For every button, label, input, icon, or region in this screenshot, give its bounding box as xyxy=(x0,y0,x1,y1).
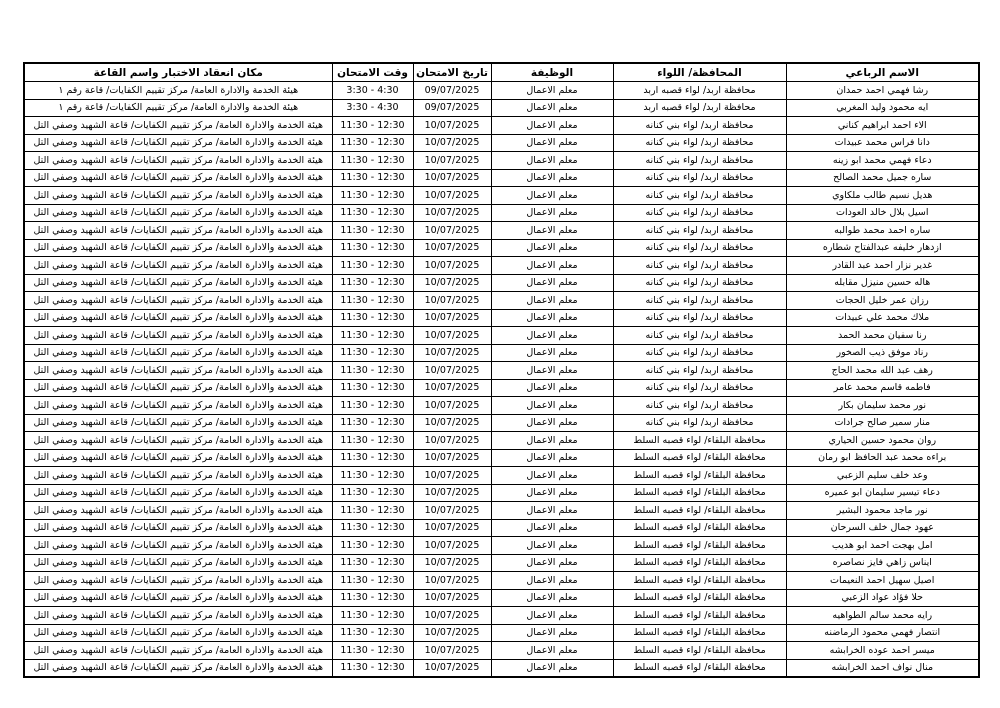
table-row xyxy=(24,414,979,432)
cell-governorate-district: محافظة البلقاء/ لواء قصبه السلط xyxy=(613,607,786,625)
cell-exam-date: 10/07/2025 xyxy=(413,309,491,327)
cell-exam-time: 11:30 - 12:30 xyxy=(332,187,413,205)
cell-exam-date: 10/07/2025 xyxy=(413,572,491,590)
cell-position: معلم الاعمال xyxy=(491,257,613,275)
cell-exam-date: 10/07/2025 xyxy=(413,537,491,555)
cell-full-name: روان محمود حسين الحياري xyxy=(786,432,979,450)
cell-exam-time: 3:30 - 4:30 xyxy=(332,82,413,100)
cell-exam-time: 11:30 - 12:30 xyxy=(332,327,413,345)
cell-exam-date: 10/07/2025 xyxy=(413,484,491,502)
cell-governorate-district: محافظة البلقاء/ لواء قصبه السلط xyxy=(613,432,786,450)
cell-exam-location: هيئة الخدمة والادارة العامة/ مركز تقييم الكفايات/ قاعة الشهيد وصفي التل xyxy=(24,274,332,292)
cell-full-name: ايه محمود وليد المغربي xyxy=(786,99,979,117)
cell-exam-location: هيئة الخدمة والادارة العامة/ مركز تقييم الكفايات/ قاعة الشهيد وصفي التل xyxy=(24,449,332,467)
header-governorate-district: المحافظة/ اللواء xyxy=(613,63,786,82)
cell-exam-time: 11:30 - 12:30 xyxy=(332,239,413,257)
exam-schedule-table xyxy=(23,62,980,678)
cell-full-name: امل بهجت احمد ابو هديب xyxy=(786,537,979,555)
cell-full-name: نور ماجد محمود البشير xyxy=(786,502,979,520)
header-full-name: الاسم الرباعي xyxy=(786,63,979,82)
header-exam-time: وقت الامتحان xyxy=(332,63,413,82)
cell-position: معلم الاعمال xyxy=(491,134,613,152)
table-row xyxy=(24,344,979,362)
cell-exam-location: هيئة الخدمة والادارة العامة/ مركز تقييم الكفايات/ قاعة الشهيد وصفي التل xyxy=(24,484,332,502)
cell-full-name: حلا فؤاد عواد الزعبي xyxy=(786,589,979,607)
cell-exam-time: 11:30 - 12:30 xyxy=(332,257,413,275)
cell-full-name: غدير نزار احمد عبد القادر xyxy=(786,257,979,275)
table-row xyxy=(24,449,979,467)
table-row xyxy=(24,362,979,380)
cell-full-name: رزان عمر خليل الحجات xyxy=(786,292,979,310)
table-row xyxy=(24,274,979,292)
cell-governorate-district: محافظة اربد/ لواء بني كنانه xyxy=(613,327,786,345)
cell-position: معلم الاعمال xyxy=(491,309,613,327)
cell-exam-location: هيئة الخدمة والادارة العامة/ مركز تقييم الكفايات/ قاعة الشهيد وصفي التل xyxy=(24,292,332,310)
cell-full-name: رايه محمد سالم الطواهيه xyxy=(786,607,979,625)
cell-position: معلم الاعمال xyxy=(491,99,613,117)
cell-governorate-district: محافظة البلقاء/ لواء قصبه السلط xyxy=(613,589,786,607)
cell-full-name: منال نواف احمد الخرابشه xyxy=(786,659,979,677)
cell-exam-location: هيئة الخدمة والادارة العامة/ مركز تقييم الكفايات/ قاعة الشهيد وصفي التل xyxy=(24,204,332,222)
cell-exam-date: 10/07/2025 xyxy=(413,642,491,660)
cell-full-name: الاء احمد ابراهيم كناني xyxy=(786,117,979,135)
cell-exam-date: 10/07/2025 xyxy=(413,134,491,152)
table-row xyxy=(24,327,979,345)
table-row xyxy=(24,257,979,275)
cell-governorate-district: محافظة اربد/ لواء بني كنانه xyxy=(613,344,786,362)
header-exam-location: مكان انعقاد الاختبار واسم القاعة xyxy=(24,63,332,82)
cell-position: معلم الاعمال xyxy=(491,204,613,222)
cell-full-name: هديل نسيم طالب ملكاوي xyxy=(786,187,979,205)
cell-exam-time: 11:30 - 12:30 xyxy=(332,467,413,485)
table-row xyxy=(24,467,979,485)
cell-exam-date: 10/07/2025 xyxy=(413,292,491,310)
cell-exam-location: هيئة الخدمة والادارة العامة/ مركز تقييم الكفايات/ قاعة رقم ١ xyxy=(24,99,332,117)
table-row xyxy=(24,222,979,240)
cell-exam-date: 10/07/2025 xyxy=(413,414,491,432)
cell-position: معلم الاعمال xyxy=(491,397,613,415)
cell-exam-date: 10/07/2025 xyxy=(413,222,491,240)
cell-exam-date: 10/07/2025 xyxy=(413,432,491,450)
cell-position: معلم الاعمال xyxy=(491,362,613,380)
cell-exam-date: 09/07/2025 xyxy=(413,99,491,117)
cell-governorate-district: محافظة اربد/ لواء بني كنانه xyxy=(613,309,786,327)
cell-full-name: رشا فهمي احمد حمدان xyxy=(786,82,979,100)
cell-position: معلم الاعمال xyxy=(491,169,613,187)
cell-exam-location: هيئة الخدمة والادارة العامة/ مركز تقييم الكفايات/ قاعة الشهيد وصفي التل xyxy=(24,554,332,572)
cell-governorate-district: محافظة اربد/ لواء بني كنانه xyxy=(613,222,786,240)
cell-exam-location: هيئة الخدمة والادارة العامة/ مركز تقييم الكفايات/ قاعة الشهيد وصفي التل xyxy=(24,607,332,625)
cell-full-name: رهف عبد الله محمد الحاج xyxy=(786,362,979,380)
cell-governorate-district: محافظة البلقاء/ لواء قصبه السلط xyxy=(613,554,786,572)
cell-full-name: براءه محمد عبد الحافظ ابو رمان xyxy=(786,449,979,467)
cell-exam-time: 11:30 - 12:30 xyxy=(332,344,413,362)
table-row xyxy=(24,589,979,607)
cell-full-name: هاله حسين منيزل مقابله xyxy=(786,274,979,292)
cell-exam-time: 11:30 - 12:30 xyxy=(332,432,413,450)
cell-exam-date: 10/07/2025 xyxy=(413,204,491,222)
cell-exam-location: هيئة الخدمة والادارة العامة/ مركز تقييم الكفايات/ قاعة الشهيد وصفي التل xyxy=(24,502,332,520)
cell-exam-date: 10/07/2025 xyxy=(413,467,491,485)
cell-exam-time: 11:30 - 12:30 xyxy=(332,502,413,520)
cell-position: معلم الاعمال xyxy=(491,82,613,100)
cell-exam-location: هيئة الخدمة والادارة العامة/ مركز تقييم الكفايات/ قاعة الشهيد وصفي التل xyxy=(24,152,332,170)
cell-exam-time: 11:30 - 12:30 xyxy=(332,397,413,415)
cell-exam-time: 11:30 - 12:30 xyxy=(332,117,413,135)
cell-position: معلم الاعمال xyxy=(491,222,613,240)
cell-exam-time: 11:30 - 12:30 xyxy=(332,449,413,467)
cell-exam-time: 11:30 - 12:30 xyxy=(332,589,413,607)
cell-governorate-district: محافظة اربد/ لواء بني كنانه xyxy=(613,362,786,380)
cell-position: معلم الاعمال xyxy=(491,327,613,345)
cell-exam-location: هيئة الخدمة والادارة العامة/ مركز تقييم الكفايات/ قاعة الشهيد وصفي التل xyxy=(24,222,332,240)
cell-exam-time: 11:30 - 12:30 xyxy=(332,642,413,660)
cell-full-name: فاطمه قاسم محمد عامر xyxy=(786,379,979,397)
cell-position: معلم الاعمال xyxy=(491,659,613,677)
cell-position: معلم الاعمال xyxy=(491,484,613,502)
table-row xyxy=(24,379,979,397)
cell-exam-date: 10/07/2025 xyxy=(413,449,491,467)
cell-full-name: ملاك محمد علي عبيدات xyxy=(786,309,979,327)
cell-exam-date: 10/07/2025 xyxy=(413,187,491,205)
cell-exam-date: 10/07/2025 xyxy=(413,519,491,537)
cell-full-name: ايناس زاهي فايز نصاصره xyxy=(786,554,979,572)
cell-governorate-district: محافظة اربد/ لواء بني كنانه xyxy=(613,134,786,152)
cell-exam-location: هيئة الخدمة والادارة العامة/ مركز تقييم الكفايات/ قاعة الشهيد وصفي التل xyxy=(24,537,332,555)
cell-full-name: نور محمد سليمان بكار xyxy=(786,397,979,415)
cell-exam-location: هيئة الخدمة والادارة العامة/ مركز تقييم الكفايات/ قاعة الشهيد وصفي التل xyxy=(24,642,332,660)
cell-governorate-district: محافظة اربد/ لواء بني كنانه xyxy=(613,152,786,170)
cell-position: معلم الاعمال xyxy=(491,502,613,520)
cell-position: معلم الاعمال xyxy=(491,117,613,135)
cell-position: معلم الاعمال xyxy=(491,572,613,590)
cell-exam-time: 11:30 - 12:30 xyxy=(332,537,413,555)
cell-full-name: عهود جمال خلف السرحان xyxy=(786,519,979,537)
cell-position: معلم الاعمال xyxy=(491,239,613,257)
cell-position: معلم الاعمال xyxy=(491,344,613,362)
cell-exam-location: هيئة الخدمة والادارة العامة/ مركز تقييم الكفايات/ قاعة الشهيد وصفي التل xyxy=(24,397,332,415)
table-row xyxy=(24,519,979,537)
cell-governorate-district: محافظة البلقاء/ لواء قصبه السلط xyxy=(613,467,786,485)
cell-position: معلم الاعمال xyxy=(491,414,613,432)
table-row xyxy=(24,607,979,625)
cell-exam-date: 10/07/2025 xyxy=(413,239,491,257)
cell-position: معلم الاعمال xyxy=(491,642,613,660)
cell-exam-date: 10/07/2025 xyxy=(413,379,491,397)
cell-position: معلم الاعمال xyxy=(491,537,613,555)
table-row xyxy=(24,239,979,257)
cell-full-name: رناد موفق ذيب الصخور xyxy=(786,344,979,362)
cell-position: معلم الاعمال xyxy=(491,554,613,572)
cell-governorate-district: محافظة البلقاء/ لواء قصبه السلط xyxy=(613,659,786,677)
cell-full-name: ازدهار خليفه عبدالفتاح شطاره xyxy=(786,239,979,257)
table-row xyxy=(24,572,979,590)
cell-governorate-district: محافظة البلقاء/ لواء قصبه السلط xyxy=(613,537,786,555)
cell-exam-date: 10/07/2025 xyxy=(413,659,491,677)
cell-exam-date: 10/07/2025 xyxy=(413,327,491,345)
cell-exam-time: 11:30 - 12:30 xyxy=(332,607,413,625)
cell-exam-time: 11:30 - 12:30 xyxy=(332,134,413,152)
cell-governorate-district: محافظة البلقاء/ لواء قصبه السلط xyxy=(613,624,786,642)
cell-exam-time: 11:30 - 12:30 xyxy=(332,292,413,310)
cell-governorate-district: محافظة اربد/ لواء قصبه اربد xyxy=(613,99,786,117)
cell-exam-location: هيئة الخدمة والادارة العامة/ مركز تقييم الكفايات/ قاعة الشهيد وصفي التل xyxy=(24,414,332,432)
cell-exam-date: 10/07/2025 xyxy=(413,624,491,642)
table-row xyxy=(24,537,979,555)
table-row xyxy=(24,554,979,572)
cell-exam-date: 10/07/2025 xyxy=(413,117,491,135)
table-row xyxy=(24,484,979,502)
cell-exam-time: 11:30 - 12:30 xyxy=(332,379,413,397)
cell-exam-location: هيئة الخدمة والادارة العامة/ مركز تقييم الكفايات/ قاعة الشهيد وصفي التل xyxy=(24,169,332,187)
cell-exam-date: 10/07/2025 xyxy=(413,502,491,520)
cell-full-name: انتصار فهمي محمود الرماضنه xyxy=(786,624,979,642)
cell-governorate-district: محافظة اربد/ لواء قصبه اربد xyxy=(613,82,786,100)
cell-exam-location: هيئة الخدمة والادارة العامة/ مركز تقييم الكفايات/ قاعة الشهيد وصفي التل xyxy=(24,624,332,642)
cell-full-name: دعاء فهمي محمد ابو زينه xyxy=(786,152,979,170)
cell-exam-time: 11:30 - 12:30 xyxy=(332,169,413,187)
cell-governorate-district: محافظة اربد/ لواء بني كنانه xyxy=(613,257,786,275)
cell-position: معلم الاعمال xyxy=(491,519,613,537)
cell-exam-location: هيئة الخدمة والادارة العامة/ مركز تقييم الكفايات/ قاعة الشهيد وصفي التل xyxy=(24,572,332,590)
cell-governorate-district: محافظة اربد/ لواء بني كنانه xyxy=(613,169,786,187)
cell-exam-location: هيئة الخدمة والادارة العامة/ مركز تقييم الكفايات/ قاعة الشهيد وصفي التل xyxy=(24,327,332,345)
table-row xyxy=(24,642,979,660)
cell-exam-time: 11:30 - 12:30 xyxy=(332,659,413,677)
cell-exam-time: 11:30 - 12:30 xyxy=(332,152,413,170)
cell-exam-location: هيئة الخدمة والادارة العامة/ مركز تقييم الكفايات/ قاعة الشهيد وصفي التل xyxy=(24,257,332,275)
cell-governorate-district: محافظة البلقاء/ لواء قصبه السلط xyxy=(613,642,786,660)
cell-exam-date: 10/07/2025 xyxy=(413,397,491,415)
cell-exam-time: 11:30 - 12:30 xyxy=(332,554,413,572)
cell-exam-time: 11:30 - 12:30 xyxy=(332,624,413,642)
cell-exam-time: 3:30 - 4:30 xyxy=(332,99,413,117)
cell-exam-time: 11:30 - 12:30 xyxy=(332,309,413,327)
cell-exam-date: 10/07/2025 xyxy=(413,589,491,607)
cell-governorate-district: محافظة اربد/ لواء بني كنانه xyxy=(613,187,786,205)
cell-exam-date: 10/07/2025 xyxy=(413,362,491,380)
table-row xyxy=(24,187,979,205)
cell-governorate-district: محافظة اربد/ لواء بني كنانه xyxy=(613,117,786,135)
cell-position: معلم الاعمال xyxy=(491,467,613,485)
cell-exam-date: 10/07/2025 xyxy=(413,257,491,275)
cell-exam-time: 11:30 - 12:30 xyxy=(332,414,413,432)
cell-position: معلم الاعمال xyxy=(491,152,613,170)
cell-position: معلم الاعمال xyxy=(491,624,613,642)
cell-full-name: ميسر احمد عوده الخرابشه xyxy=(786,642,979,660)
cell-exam-location: هيئة الخدمة والادارة العامة/ مركز تقييم الكفايات/ قاعة الشهيد وصفي التل xyxy=(24,309,332,327)
cell-exam-time: 11:30 - 12:30 xyxy=(332,519,413,537)
header-exam-date: تاريخ الامتحان xyxy=(413,63,491,82)
cell-exam-time: 11:30 - 12:30 xyxy=(332,572,413,590)
cell-governorate-district: محافظة اربد/ لواء بني كنانه xyxy=(613,239,786,257)
table-row xyxy=(24,117,979,135)
table-row xyxy=(24,397,979,415)
cell-position: معلم الاعمال xyxy=(491,607,613,625)
cell-exam-location: هيئة الخدمة والادارة العامة/ مركز تقييم الكفايات/ قاعة الشهيد وصفي التل xyxy=(24,379,332,397)
header-row xyxy=(24,63,979,82)
cell-full-name: اسيل بلال خالد العودات xyxy=(786,204,979,222)
cell-exam-location: هيئة الخدمة والادارة العامة/ مركز تقييم الكفايات/ قاعة الشهيد وصفي التل xyxy=(24,117,332,135)
cell-full-name: ساره جميل محمد الصالح xyxy=(786,169,979,187)
cell-exam-location: هيئة الخدمة والادارة العامة/ مركز تقييم الكفايات/ قاعة رقم ١ xyxy=(24,82,332,100)
cell-full-name: رنا سفيان محمد الحمد xyxy=(786,327,979,345)
cell-full-name: دعاء تيسير سليمان ابو عميره xyxy=(786,484,979,502)
cell-position: معلم الاعمال xyxy=(491,379,613,397)
cell-exam-date: 10/07/2025 xyxy=(413,274,491,292)
cell-governorate-district: محافظة اربد/ لواء بني كنانه xyxy=(613,379,786,397)
table-row xyxy=(24,82,979,100)
cell-position: معلم الاعمال xyxy=(491,449,613,467)
cell-exam-location: هيئة الخدمة والادارة العامة/ مركز تقييم الكفايات/ قاعة الشهيد وصفي التل xyxy=(24,187,332,205)
cell-governorate-district: محافظة اربد/ لواء بني كنانه xyxy=(613,204,786,222)
table-row xyxy=(24,432,979,450)
cell-position: معلم الاعمال xyxy=(491,432,613,450)
cell-governorate-district: محافظة اربد/ لواء بني كنانه xyxy=(613,274,786,292)
cell-governorate-district: محافظة اربد/ لواء بني كنانه xyxy=(613,292,786,310)
exam-table-body xyxy=(24,82,979,678)
cell-exam-date: 09/07/2025 xyxy=(413,82,491,100)
cell-exam-date: 10/07/2025 xyxy=(413,554,491,572)
cell-exam-location: هيئة الخدمة والادارة العامة/ مركز تقييم الكفايات/ قاعة الشهيد وصفي التل xyxy=(24,589,332,607)
cell-exam-location: هيئة الخدمة والادارة العامة/ مركز تقييم الكفايات/ قاعة الشهيد وصفي التل xyxy=(24,659,332,677)
cell-exam-time: 11:30 - 12:30 xyxy=(332,484,413,502)
cell-governorate-district: محافظة البلقاء/ لواء قصبه السلط xyxy=(613,449,786,467)
cell-exam-time: 11:30 - 12:30 xyxy=(332,362,413,380)
table-row xyxy=(24,134,979,152)
table-row xyxy=(24,502,979,520)
cell-full-name: اصيل سهيل احمد النعيمات xyxy=(786,572,979,590)
table-row xyxy=(24,309,979,327)
cell-governorate-district: محافظة البلقاء/ لواء قصبه السلط xyxy=(613,519,786,537)
cell-exam-location: هيئة الخدمة والادارة العامة/ مركز تقييم الكفايات/ قاعة الشهيد وصفي التل xyxy=(24,344,332,362)
cell-exam-location: هيئة الخدمة والادارة العامة/ مركز تقييم الكفايات/ قاعة الشهيد وصفي التل xyxy=(24,432,332,450)
table-row xyxy=(24,152,979,170)
cell-exam-time: 11:30 - 12:30 xyxy=(332,222,413,240)
cell-position: معلم الاعمال xyxy=(491,589,613,607)
table-row xyxy=(24,169,979,187)
cell-exam-time: 11:30 - 12:30 xyxy=(332,204,413,222)
table-row xyxy=(24,659,979,677)
table-row xyxy=(24,624,979,642)
cell-position: معلم الاعمال xyxy=(491,187,613,205)
table-row xyxy=(24,292,979,310)
cell-full-name: منار سمير صالح جرادات xyxy=(786,414,979,432)
cell-governorate-district: محافظة اربد/ لواء بني كنانه xyxy=(613,414,786,432)
cell-governorate-district: محافظة اربد/ لواء بني كنانه xyxy=(613,397,786,415)
cell-exam-time: 11:30 - 12:30 xyxy=(332,274,413,292)
cell-exam-date: 10/07/2025 xyxy=(413,152,491,170)
cell-full-name: وعد خلف سليم الزعبي xyxy=(786,467,979,485)
cell-exam-location: هيئة الخدمة والادارة العامة/ مركز تقييم الكفايات/ قاعة الشهيد وصفي التل xyxy=(24,519,332,537)
cell-exam-location: هيئة الخدمة والادارة العامة/ مركز تقييم الكفايات/ قاعة الشهيد وصفي التل xyxy=(24,239,332,257)
cell-exam-date: 10/07/2025 xyxy=(413,169,491,187)
cell-full-name: دانا فراس محمد عبيدات xyxy=(786,134,979,152)
cell-exam-date: 10/07/2025 xyxy=(413,607,491,625)
cell-governorate-district: محافظة البلقاء/ لواء قصبه السلط xyxy=(613,484,786,502)
cell-position: معلم الاعمال xyxy=(491,274,613,292)
cell-exam-location: هيئة الخدمة والادارة العامة/ مركز تقييم الكفايات/ قاعة الشهيد وصفي التل xyxy=(24,362,332,380)
cell-position: معلم الاعمال xyxy=(491,292,613,310)
table-row xyxy=(24,99,979,117)
cell-governorate-district: محافظة البلقاء/ لواء قصبه السلط xyxy=(613,502,786,520)
cell-exam-location: هيئة الخدمة والادارة العامة/ مركز تقييم الكفايات/ قاعة الشهيد وصفي التل xyxy=(24,134,332,152)
header-position: الوظيفة xyxy=(491,63,613,82)
cell-full-name: ساره احمد محمد طوالبه xyxy=(786,222,979,240)
cell-governorate-district: محافظة البلقاء/ لواء قصبه السلط xyxy=(613,572,786,590)
cell-exam-location: هيئة الخدمة والادارة العامة/ مركز تقييم الكفايات/ قاعة الشهيد وصفي التل xyxy=(24,467,332,485)
cell-exam-date: 10/07/2025 xyxy=(413,344,491,362)
table-row xyxy=(24,204,979,222)
